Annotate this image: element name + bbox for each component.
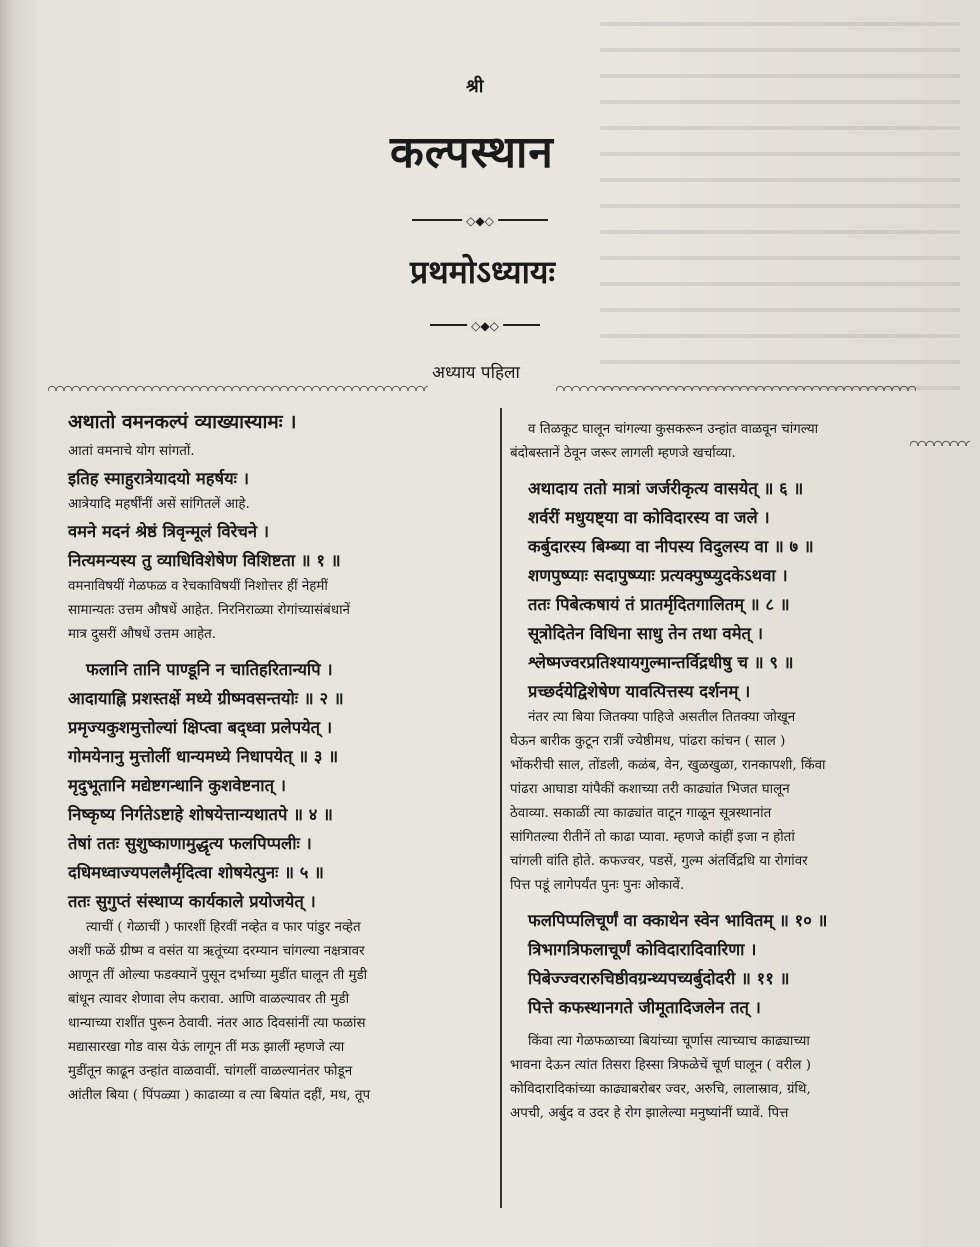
sanskrit-verse-line: नित्यमन्यस्य तु व्याधिविशेषेण विशिष्टता ॥ १ ॥ bbox=[68, 551, 341, 570]
marathi-text-line: बंदोबस्तानें ठेवून जरूर लागली म्हणजे खर्चाव्या. bbox=[510, 446, 736, 461]
title-ornament-rule: ◇◆◇ bbox=[412, 219, 548, 221]
sanskrit-verse-line: श्लेष्मज्वरप्रतिश्यायगुल्मान्तर्विद्रधीषु च ॥ ९ ॥ bbox=[528, 653, 794, 672]
sanskrit-verse-line: पिबेज्ज्वरारुचिष्ठीवग्रन्थ्यपच्यर्बुदोदरी ॥ ११ ॥ bbox=[528, 969, 790, 988]
sanskrit-verse-line: अथातो वमनकल्पं व्याख्यास्यामः । bbox=[68, 411, 297, 433]
marathi-text-line: चांगली वांति होते. कफज्वर, पडसें, गुल्म अंतर्विद्रधि या रोगांवर bbox=[510, 854, 808, 869]
marathi-text-line: अशीं फळें ग्रीष्म व वसंत या ऋतूंच्या दरम्यान चांगल्या नक्षत्रावर bbox=[68, 944, 365, 959]
sanskrit-verse-line: ततः पिबेत्कषायं तं प्रातर्मृदितगालितम् ॥ ८ ॥ bbox=[528, 595, 790, 614]
line-gap bbox=[68, 647, 492, 655]
marathi-text-line: आतां वमनाचे योग सांगतों. bbox=[68, 444, 195, 459]
marathi-text-line: आणून तीं ओल्या फडक्यानें पुसून दर्भाच्या मुडींत घालून ती मुडी bbox=[68, 968, 368, 983]
wavy-rule bbox=[48, 383, 428, 391]
marathi-text-line: धान्याच्या राशींत पुरून ठेवावी. नंतर आठ दिवसांनीं त्या फळांस bbox=[68, 1016, 366, 1031]
sanskrit-verse-line: फलपिप्पलिचूर्णं वा क्काथेन स्वेन भावितम् ॥ १० ॥ bbox=[528, 911, 828, 930]
marathi-text-line: भावना देऊन त्यांत तिसरा हिस्सा त्रिफळेचें चूर्ण घालून ( वरील ) bbox=[510, 1058, 811, 1073]
line-gap bbox=[510, 1022, 950, 1030]
sanskrit-verse-line: निष्कृष्य निर्गतेऽष्टाहे शोषयेत्तान्यथातपे ॥ ४ ॥ bbox=[68, 805, 333, 824]
sanskrit-verse-line: वमने मदनं श्रेष्ठं त्रिवृन्मूलं विरेचने । bbox=[68, 522, 270, 541]
marathi-text-line: ठेवाव्या. सकाळीं त्या काढ्यांत वाटून गाळून सूत्रस्थानांत bbox=[510, 806, 772, 821]
sanskrit-verse-line: आदायाह्नि प्रशस्तर्क्षे मध्ये ग्रीष्मवसन्तयोः ॥ २ ॥ bbox=[68, 689, 344, 708]
marathi-text-line: नंतर त्या बिया जितक्या पाहिजे असतील तितक्या जोखून bbox=[528, 710, 796, 725]
sanskrit-verse-line: फलानि तानि पाण्डूनि न चातिहरितान्यपि । bbox=[86, 660, 333, 679]
sanskrit-verse-line: ततः सुगुप्तं संस्थाप्य कार्यकाले प्रयोजयेत् । bbox=[68, 892, 316, 911]
bleed-through-text bbox=[560, 0, 980, 420]
marathi-text-line: मात्र दुसरीं औषधें उत्तम आहेत. bbox=[68, 627, 216, 642]
chapter-subheading: अध्याय पहिला bbox=[432, 363, 520, 383]
marathi-text-line: आत्रेयादि महर्षींनीं असें सांगितलें आहे. bbox=[68, 497, 250, 512]
shri-heading: श्री bbox=[466, 76, 484, 97]
marathi-text-line: सामान्यतः उत्तम औषधें आहेत. निरनिराळ्या रोगांच्यासंबंधानें bbox=[68, 603, 350, 618]
marathi-text-line: आंतील बिया ( पिंपळ्या ) काढाव्या व त्या बियांत दहीं, मध, तूप bbox=[68, 1088, 371, 1103]
marathi-text-line: त्याचीं ( गेळाचीं ) फारशीं हिरवीं नव्हेत व फार पांडुर नव्हेत bbox=[86, 920, 361, 935]
sanskrit-verse-line: प्रच्छर्दयेद्विशेषेण यावत्पित्तस्य दर्शनम् । bbox=[528, 682, 751, 701]
marathi-text-line: व तिळकूट घालून चांगल्या कुसकरून उन्हांत वाळवून चांगल्या bbox=[528, 422, 819, 437]
right-column bbox=[510, 418, 950, 1126]
chapter-ornament-rule: ◇◆◇ bbox=[430, 324, 540, 326]
sanskrit-verse-line: प्रमृज्यकुशमुत्तोल्यां क्षिप्त्वा बद्ध्वा प्रलेपयेत् । bbox=[68, 718, 333, 737]
marathi-text-line: अपची, अर्बुद व उदर हे रोग झालेल्या मनुष्यांनीं घ्यावें. पित्त bbox=[510, 1106, 789, 1121]
column-divider bbox=[500, 408, 502, 1208]
sanskrit-verse-line: इतिह स्माहुरात्रेयादयो महर्षयः । bbox=[68, 469, 249, 488]
sanskrit-verse-line: त्रिभागत्रिफलाचूर्णं कोविदारादिवारिणा । bbox=[528, 940, 757, 959]
marathi-text-line: पांढरा आघाडा यांपैकीं कशाच्या तरी काढ्यांत भिजत घालून bbox=[510, 782, 790, 797]
wavy-rule bbox=[556, 383, 916, 391]
sanskrit-verse-line: मृदुभूतानि मद्येष्टगन्धानि कुशवेष्टनात् । bbox=[68, 776, 286, 795]
sanskrit-verse-line: अथादाय ततो मात्रां जर्जरीकृत्य वासयेत् ॥ ६ ॥ bbox=[528, 479, 804, 498]
marathi-text-line: मद्यासारखा गोड वास येऊं लागून तीं मऊ झालीं म्हणजे त्या bbox=[68, 1040, 345, 1055]
sanskrit-verse-line: पित्ते कफस्थानगते जीमूतादिजलेन तत् । bbox=[528, 998, 761, 1017]
marathi-text-line: बांधून त्यावर शेणावा लेप करावा. आणि वाळल्यावर ती मुडी bbox=[68, 992, 350, 1007]
sanskrit-verse-line: शणपुष्प्याः सदापुष्प्याः प्रत्यक्पुष्प्युदकेऽथवा । bbox=[528, 566, 788, 585]
marathi-text-line: मुडींतून काढून उन्हांत वाळवावीं. चांगलीं वाळल्यानंतर फोडून bbox=[68, 1064, 353, 1079]
chapter-heading: प्रथमोऽध्यायः bbox=[410, 253, 555, 291]
line-gap bbox=[510, 466, 950, 474]
marathi-text-line: किंवा त्या गेळफळाच्या बियांच्या चूर्णास त्याच्याच काढ्याच्या bbox=[528, 1034, 810, 1049]
sanskrit-verse-line: दधिमध्वाज्यपललैर्मृदित्वा शोषयेत्पुनः ॥ ५ ॥ bbox=[68, 863, 324, 882]
left-column bbox=[68, 404, 492, 1108]
marathi-text-line: घेऊन बारीक कुटून रात्रीं ज्येष्ठीमध, पांढरा कांचन ( साल ) bbox=[510, 734, 786, 749]
marathi-text-line: सांगितल्या रीतीनें तो काढा प्यावा. म्हणजे कांहीं इजा न होतां bbox=[510, 830, 795, 845]
marathi-text-line: पित्त पडूं लागेपर्यंत पुनः पुनः ओकावें. bbox=[510, 878, 685, 893]
marathi-text-line: वमनाविषयीं गेळफळ व रेचकाविषयीं निशोत्तर हीं नेहमीं bbox=[68, 579, 328, 594]
marathi-text-line: कोविदारादिकांच्या काढ्याबरोबर ज्वर, अरुचि, लालास्राव, ग्रंथि, bbox=[510, 1082, 811, 1097]
sanskrit-verse-line: गोमयेनानु मुत्तोलीं धान्यमध्ये निधापयेत् ॥ ३ ॥ bbox=[68, 747, 339, 766]
sanskrit-verse-line: तेषां ततः सुशुष्काणामुद्धृत्य फलपिप्पलीः । bbox=[68, 834, 312, 853]
marathi-text-line: भोंकरीची साल, तोंडली, कळंब, वेन, खुळखुळा, रानकापशी, किंवा bbox=[510, 758, 826, 773]
line-gap bbox=[510, 898, 950, 906]
sanskrit-verse-line: कर्बुदारस्य बिम्ब्या वा नीपस्य विदुलस्य वा ॥ ७ ॥ bbox=[528, 537, 814, 556]
sanskrit-verse-line: शर्वरीं मधुयष्ट्या वा कोविदारस्य वा जले । bbox=[528, 508, 770, 527]
sanskrit-verse-line: सूत्रोदितेन विधिना साधु तेन तथा वमेत् । bbox=[528, 624, 763, 643]
page-title: कल्पस्थान bbox=[390, 127, 554, 178]
